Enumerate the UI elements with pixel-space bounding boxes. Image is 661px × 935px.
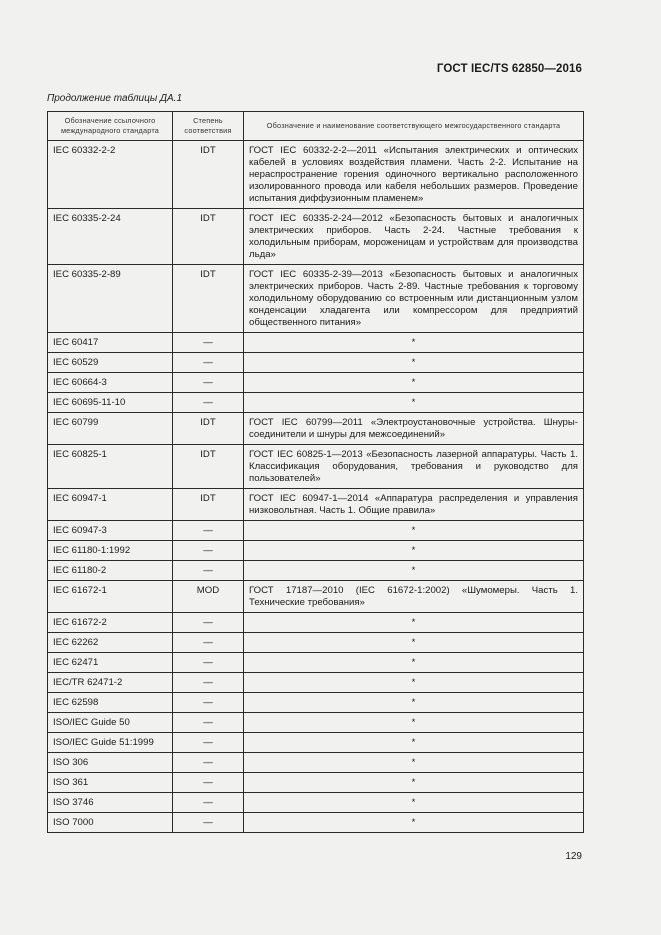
reference-standard-cell: IEC/TR 62471-2: [48, 673, 173, 693]
table-row: [48, 581, 584, 613]
degree-cell: —: [173, 333, 244, 353]
interstate-standard-cell: *: [244, 753, 584, 773]
column-header-reference: Обозначение ссылочного международного стандарта: [48, 112, 173, 141]
table-row: [48, 633, 584, 653]
degree-cell: —: [173, 521, 244, 541]
reference-standard-cell: IEC 62262: [48, 633, 173, 653]
degree-cell: IDT: [173, 445, 244, 489]
table-caption: Продолжение таблицы ДА.1: [47, 93, 183, 104]
degree-cell: —: [173, 693, 244, 713]
reference-standard-cell: IEC 61672-1: [48, 581, 173, 613]
reference-table: [47, 111, 584, 833]
column-header-standard: Обозначение и наименование соответствующего межгосударственного стандарта: [244, 112, 584, 141]
interstate-standard-cell: *: [244, 733, 584, 753]
table-row: [48, 713, 584, 733]
degree-cell: IDT: [173, 489, 244, 521]
column-header-degree: Степень соответствия: [173, 112, 244, 141]
reference-standard-cell: IEC 62598: [48, 693, 173, 713]
table-row: [48, 813, 584, 833]
degree-cell: —: [173, 713, 244, 733]
document-header: ГОСТ IEC/TS 62850—2016: [436, 63, 582, 75]
interstate-standard-cell: *: [244, 353, 584, 373]
table-row: [48, 413, 584, 445]
table-row: [48, 541, 584, 561]
degree-cell: —: [173, 393, 244, 413]
table-row: [48, 793, 584, 813]
reference-standard-cell: ISO 3746: [48, 793, 173, 813]
degree-cell: IDT: [173, 413, 244, 445]
table-row: [48, 653, 584, 673]
table-row: [48, 613, 584, 633]
table-row: [48, 209, 584, 265]
table-row: [48, 773, 584, 793]
degree-cell: —: [173, 613, 244, 633]
degree-cell: IDT: [173, 209, 244, 265]
table-row: [48, 333, 584, 353]
reference-standard-cell: ISO 7000: [48, 813, 173, 833]
table-row: [48, 445, 584, 489]
reference-standard-cell: IEC 62471: [48, 653, 173, 673]
page-number: 129: [565, 851, 582, 862]
interstate-standard-cell: *: [244, 813, 584, 833]
table-row: [48, 693, 584, 713]
degree-cell: —: [173, 813, 244, 833]
reference-standard-cell: IEC 60417: [48, 333, 173, 353]
table-row: [48, 141, 584, 209]
degree-cell: —: [173, 353, 244, 373]
table-row: [48, 265, 584, 333]
reference-standard-cell: ISO/IEC Guide 51:1999: [48, 733, 173, 753]
interstate-standard-cell: ГОСТ IEC 60799—2011 «Электроустановочные устройства. Шнуры-соединители и шнуры для межсоединений»: [244, 413, 584, 445]
interstate-standard-cell: *: [244, 773, 584, 793]
degree-cell: —: [173, 793, 244, 813]
interstate-standard-cell: *: [244, 633, 584, 653]
reference-standard-cell: IEC 60947-1: [48, 489, 173, 521]
table-row: [48, 733, 584, 753]
interstate-standard-cell: *: [244, 521, 584, 541]
interstate-standard-cell: ГОСТ IEC 60825-1—2013 «Безопасность лазерной аппаратуры. Часть 1. Классификация оборудования, требования и руководство для пользователей»: [244, 445, 584, 489]
table-row: [48, 561, 584, 581]
reference-standard-cell: IEC 60664-3: [48, 373, 173, 393]
degree-cell: —: [173, 541, 244, 561]
table-row: [48, 373, 584, 393]
reference-standard-cell: IEC 60529: [48, 353, 173, 373]
interstate-standard-cell: *: [244, 793, 584, 813]
interstate-standard-cell: *: [244, 561, 584, 581]
degree-cell: —: [173, 753, 244, 773]
degree-cell: —: [173, 633, 244, 653]
degree-cell: IDT: [173, 141, 244, 209]
table-row: [48, 673, 584, 693]
reference-standard-cell: IEC 61180-1:1992: [48, 541, 173, 561]
interstate-standard-cell: *: [244, 541, 584, 561]
table-row: [48, 521, 584, 541]
interstate-standard-cell: *: [244, 693, 584, 713]
reference-standard-cell: IEC 60332-2-2: [48, 141, 173, 209]
interstate-standard-cell: *: [244, 713, 584, 733]
degree-cell: —: [173, 733, 244, 753]
interstate-standard-cell: *: [244, 373, 584, 393]
reference-standard-cell: IEC 60335-2-24: [48, 209, 173, 265]
interstate-standard-cell: ГОСТ 17187—2010 (IEC 61672-1:2002) «Шумомеры. Часть 1. Технические требования»: [244, 581, 584, 613]
reference-standard-cell: IEC 60799: [48, 413, 173, 445]
degree-cell: —: [173, 373, 244, 393]
degree-cell: —: [173, 561, 244, 581]
interstate-standard-cell: ГОСТ IEC 60335-2-39—2013 «Безопасность бытовых и аналогичных электрических приборов. Часть 2-89. Частные требования к торговому холодильному оборудованию со встроенным или дистанционным узлом конденсации хладагента или компрессором для предприятий общественного питания»: [244, 265, 584, 333]
reference-standard-cell: IEC 60825-1: [48, 445, 173, 489]
interstate-standard-cell: *: [244, 613, 584, 633]
table-row: [48, 753, 584, 773]
interstate-standard-cell: *: [244, 673, 584, 693]
reference-standard-cell: IEC 60947-3: [48, 521, 173, 541]
interstate-standard-cell: ГОСТ IEC 60947-1—2014 «Аппаратура распределения и управления низковольтная. Часть 1. Общие правила»: [244, 489, 584, 521]
degree-cell: —: [173, 673, 244, 693]
degree-cell: —: [173, 653, 244, 673]
reference-standard-cell: IEC 60695-11-10: [48, 393, 173, 413]
interstate-standard-cell: *: [244, 653, 584, 673]
reference-standard-cell: IEC 61180-2: [48, 561, 173, 581]
reference-standard-cell: ISO/IEC Guide 50: [48, 713, 173, 733]
degree-cell: MOD: [173, 581, 244, 613]
reference-standard-cell: ISO 361: [48, 773, 173, 793]
degree-cell: —: [173, 773, 244, 793]
reference-standard-cell: ISO 306: [48, 753, 173, 773]
interstate-standard-cell: ГОСТ IEC 60332-2-2—2011 «Испытания электрических и оптических кабелей в условиях воздействия пламени. Часть 2-2. Испытание на нераспространение горения одиночного вертикально расположенного изолированного провода или кабеля небольших размеров. Проведение испытания диффузионным пламенем»: [244, 141, 584, 209]
degree-cell: IDT: [173, 265, 244, 333]
reference-standard-cell: IEC 60335-2-89: [48, 265, 173, 333]
reference-standard-cell: IEC 61672-2: [48, 613, 173, 633]
table-row: [48, 393, 584, 413]
table-header-row: [48, 112, 584, 141]
interstate-standard-cell: *: [244, 333, 584, 353]
interstate-standard-cell: *: [244, 393, 584, 413]
table-row: [48, 489, 584, 521]
table-row: [48, 353, 584, 373]
interstate-standard-cell: ГОСТ IEC 60335-2-24—2012 «Безопасность бытовых и аналогичных электрических приборов. Часть 2-24. Частные требования к холодильным приборам, мороженицам и устройствам для производства льда»: [244, 209, 584, 265]
